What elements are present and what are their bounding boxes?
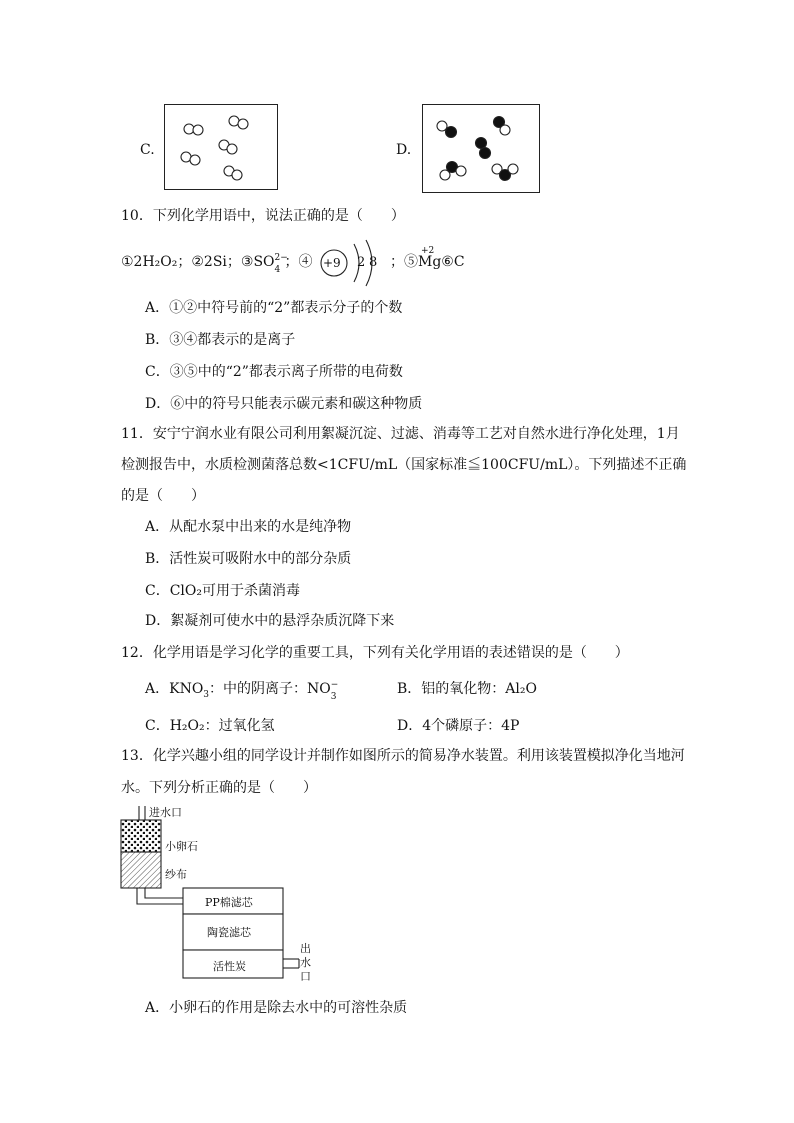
q10-symbol-3: ③SO 2− 4 ； bbox=[240, 253, 299, 275]
q10-symbol-1: ①2H₂O₂； bbox=[121, 254, 192, 270]
option-c-particle-box bbox=[164, 104, 278, 190]
q10-option-c: C．③⑤中的“2”都表示离子所带的电荷数 bbox=[145, 364, 403, 380]
q11-stem-line-1: 11．安宁宁润水业有限公司利用絮凝沉淀、过滤、消毒等工艺对自然水进行净化处理，1月 bbox=[121, 426, 680, 442]
q10-symbol-5: ⑤ +2 Mg bbox=[404, 246, 442, 270]
q12-option-a: A．$KNO_3$：中的阴离子：NO − 3 bbox=[145, 680, 339, 702]
label-gauze: 纱布 bbox=[165, 868, 187, 881]
q12-option-c: C．H₂O₂：过氧化氢 bbox=[145, 718, 275, 734]
q10-symbols-part2: ；⑤ +2 Mg⑥C bbox=[390, 246, 465, 270]
option-d-label: D. bbox=[396, 142, 412, 158]
water-purifier-diagram bbox=[115, 804, 330, 984]
q10-option-b: B．③④都表示的是离子 bbox=[145, 332, 296, 348]
option-c-molecules bbox=[165, 105, 279, 191]
q13-stem-line-2: 水。下列分析正确的是（ ） bbox=[121, 780, 317, 796]
q10-symbols-part1 bbox=[121, 252, 313, 275]
label-pebbles: 小卵石 bbox=[165, 840, 198, 853]
q11-option-d: D．絮凝剂可使水中的悬浮杂质沉降下来 bbox=[145, 613, 395, 629]
q11-option-b: B．活性炭可吸附水中的部分杂质 bbox=[145, 551, 352, 567]
fluorine-atom-structure-diagram bbox=[318, 236, 388, 292]
q11-option-a: A．从配水泵中出来的水是纯净物 bbox=[145, 519, 352, 535]
q13-option-a: A．小卵石的作用是除去水中的可溶性杂质 bbox=[145, 1000, 408, 1016]
q10-option-a: A．①②中符号前的“2”都表示分子的个数 bbox=[145, 300, 403, 316]
atom-shell-1-count: 2 bbox=[357, 255, 366, 270]
label-outlet-char-1: 出 bbox=[300, 942, 311, 955]
label-outlet-char-2: 水 bbox=[300, 956, 311, 969]
option-d-particle-box bbox=[422, 104, 540, 193]
label-activated-carbon: 活性炭 bbox=[213, 960, 246, 973]
q10-stem: 10．下列化学用语中，说法正确的是（ ） bbox=[121, 208, 405, 224]
label-ceramic-filter: 陶瓷滤芯 bbox=[207, 926, 251, 939]
q10-symbol-4-prefix: ④ bbox=[298, 254, 313, 270]
label-outlet-char-3: 口 bbox=[300, 970, 311, 983]
q10-symbol-6: ⑥C bbox=[441, 254, 465, 270]
atom-shell-2-count: 8 bbox=[369, 255, 378, 270]
q10-symbol-2: ②2Si； bbox=[191, 254, 241, 270]
q12-stem: 12．化学用语是学习化学的重要工具，下列有关化学用语的表述错误的是（ ） bbox=[121, 645, 629, 661]
q11-option-c: C．ClO₂可用于杀菌消毒 bbox=[145, 583, 300, 599]
q11-stem-line-3: 的是（ ） bbox=[121, 488, 205, 504]
atom-nucleus-charge: +9 bbox=[323, 256, 341, 270]
option-d-molecules bbox=[423, 105, 541, 194]
label-inlet: 进水口 bbox=[149, 806, 182, 819]
q12-option-d: D．4个磷原子：4P bbox=[397, 718, 520, 734]
q10-option-d: D．⑥中的符号只能表示碳元素和碳这种物质 bbox=[145, 396, 423, 412]
q11-stem-line-2: 检测报告中，水质检测菌落总数<1CFU/mL（国家标准≦100CFU/mL）。下列描述不正确 bbox=[121, 457, 687, 473]
q13-stem-line-1: 13．化学兴趣小组的同学设计并制作如图所示的简易净水装置。利用该装置模拟净化当地河 bbox=[121, 748, 685, 764]
option-c-label: C. bbox=[140, 142, 155, 158]
label-pp-cotton-filter: PP棉滤芯 bbox=[205, 896, 253, 909]
q12-option-b: B．铝的氧化物：Al₂O bbox=[397, 681, 537, 697]
